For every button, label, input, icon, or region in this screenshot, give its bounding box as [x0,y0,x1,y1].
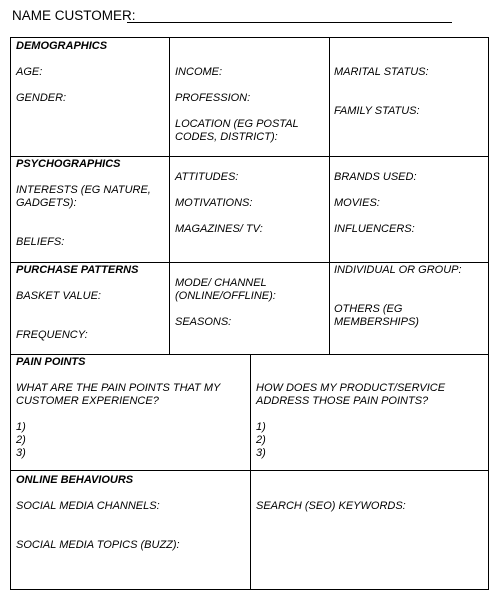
field-brands-used: BRANDS USED: [334,171,417,183]
field-seasons: SEASONS: [175,316,232,328]
field-profession: PROFESSION: [175,92,251,104]
field-influencers: INFLUENCERS: [334,223,415,235]
field-social-media-channels: SOCIAL MEDIA CHANNELS: [16,500,160,512]
column-divider-center [250,354,251,590]
field-others: OTHERS (EG MEMBERSHIPS) [334,303,419,328]
section-title-online-behaviours: ONLINE BEHAVIOURS [16,474,134,486]
field-interests: INTERESTS (EG NATURE, GADGETS): [16,184,151,209]
column-divider-2 [329,38,330,354]
field-seo-keywords: SEARCH (SEO) KEYWORDS: [256,500,406,512]
divider-demographics [11,156,488,157]
field-attitudes: ATTITUDES: [175,171,239,183]
field-motivations: MOTIVATIONS: [175,197,253,209]
solution-list: 1) 2) 3) [256,421,266,459]
pain-points-list: 1) 2) 3) [16,421,26,459]
field-movies: MOVIES: [334,197,380,209]
field-family-status: FAMILY STATUS: [334,105,420,117]
field-social-media-topics: SOCIAL MEDIA TOPICS (BUZZ): [16,539,180,551]
divider-psychographics [11,262,488,263]
field-mode-channel: MODE/ CHANNEL (ONLINE/OFFLINE): [175,277,276,302]
field-age: AGE: [16,66,43,78]
field-income: INCOME: [175,66,223,78]
section-title-purchase-patterns: PURCHASE PATTERNS [16,264,139,276]
name-customer-line[interactable] [127,22,452,23]
customer-persona-sheet [10,37,489,590]
field-marital-status: MARITAL STATUS: [334,66,429,78]
section-title-pain-points: PAIN POINTS [16,356,86,368]
field-frequency: FREQUENCY: [16,329,88,341]
section-title-demographics: DEMOGRAPHICS [16,40,108,52]
field-gender: GENDER: [16,92,67,104]
field-beliefs: BELIEFS: [16,236,65,248]
field-magazines-tv: MAGAZINES/ TV: [175,223,263,235]
field-individual-or-group: INDIVIDUAL OR GROUP: [334,264,462,276]
field-basket-value: BASKET VALUE: [16,290,101,302]
column-divider-1 [169,38,170,354]
section-title-psychographics: PSYCHOGRAPHICS [16,158,121,170]
solution-question: HOW DOES MY PRODUCT/SERVICE ADDRESS THOSE PAIN POINTS? [256,382,446,407]
name-customer-label: NAME CUSTOMER: [12,8,136,23]
field-location: LOCATION (EG POSTAL CODES, DISTRICT): [175,118,299,143]
pain-points-question: WHAT ARE THE PAIN POINTS THAT MY CUSTOMER EXPERIENCE? [16,382,221,407]
